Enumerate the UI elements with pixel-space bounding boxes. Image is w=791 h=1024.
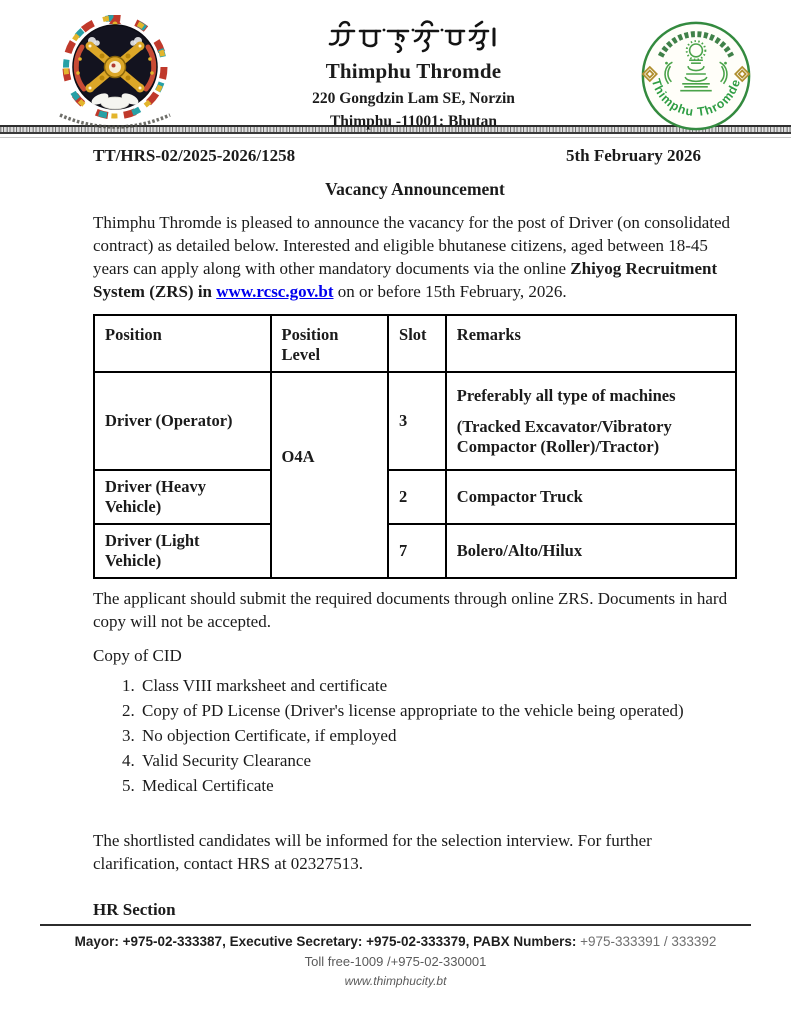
letter-date: 5th February 2026 [565, 146, 701, 165]
intro-text-2: on or before 15th February, 2026. [333, 282, 567, 301]
list-item: 5. Medical Certificate [139, 775, 737, 796]
letterhead-center [190, 15, 637, 131]
footer-divider [40, 924, 751, 926]
list-item: 3. No objection Certificate, if employed [139, 725, 737, 746]
vacancy-title: Vacancy Announcement [325, 179, 505, 199]
footer-tollfree: Toll free-1009 /+975-02-330001 [304, 954, 487, 969]
footer-contacts-light: +975-333391 / 333392 [576, 934, 717, 949]
dzongkha-title-text [326, 17, 501, 58]
col-header-slot: Slot [388, 315, 446, 372]
seal-curved-text: Thimphu Thromde [648, 76, 744, 120]
footer-contacts [0, 934, 791, 949]
remarks-line: Preferably all type of machines [456, 385, 676, 405]
requirements-list [93, 675, 737, 796]
letter-footer [0, 924, 791, 988]
cell-remarks [446, 372, 736, 470]
closing-paragraph: The shortlisted candidates will be informed for the selection interview. For further clarification, contact HRS at 02327513. [93, 831, 652, 873]
cell-position: Driver (Light Vehicle) [94, 524, 271, 578]
list-item: 1. Class VIII marksheet and certificate [139, 675, 737, 696]
intro-text-1: Thimphu Thromde is pleased to announce the vacancy for the post of Driver (on consolidated contract) as detailed below. Interested and eligible bhutanese citizens, aged between 18-45 years can apply along with other mandatory documents via the online [93, 213, 731, 278]
cell-remarks [446, 524, 736, 578]
reference-row [93, 146, 737, 166]
cid-heading: Copy of CID [93, 646, 182, 665]
footer-contacts-bold: Mayor: +975-02-333387, Executive Secretary: +975-02-333379, PABX Numbers: [74, 934, 577, 949]
cell-slot: 2 [388, 470, 446, 524]
footer-website: www.thimphucity.bt [344, 974, 447, 988]
cell-position: Driver (Heavy Vehicle) [94, 470, 271, 524]
bhutan-national-emblem [40, 15, 190, 133]
org-name: Thimphu Thromde [325, 59, 502, 83]
intro-bold-text: Zhiyog Recruitment System (ZRS) in [93, 259, 718, 301]
thromde-seal [637, 15, 755, 133]
col-header-position-level: Position Level [271, 315, 388, 372]
intro-paragraph [93, 211, 737, 303]
cell-remarks [446, 470, 736, 524]
cell-position-level: O4A [271, 372, 388, 578]
submission-note: The applicant should submit the required documents through online ZRS. Documents in hard copy will not be accepted. [93, 589, 728, 631]
remarks-line: Compactor Truck [456, 487, 583, 506]
letter-body [0, 138, 791, 920]
cell-position: Driver (Operator) [94, 372, 271, 470]
remarks-line: (Tracked Excavator/Vibratory Compactor (Roller)/Tractor) [456, 416, 672, 456]
cell-slot: 7 [388, 524, 446, 578]
org-address-line1: 220 Gongdzin Lam SE, Norzin [312, 90, 515, 107]
list-item: 2. Copy of PD License (Driver's license appropriate to the vehicle being operated) [139, 700, 737, 721]
rcsc-link[interactable]: www.rcsc.gov.bt [216, 282, 334, 301]
letterhead [0, 0, 791, 130]
cell-slot: 3 [388, 372, 446, 470]
col-header-position: Position [94, 315, 271, 372]
remarks-line: Bolero/Alto/Hilux [456, 541, 583, 560]
org-address-line2: Thimphu -11001: Bhutan [329, 113, 498, 130]
vacancy-table [93, 314, 737, 579]
table-row [94, 470, 736, 524]
table-row [94, 372, 736, 470]
reference-number: TT/HRS-02/2025-2026/1258 [93, 146, 296, 165]
col-header-remarks: Remarks [446, 315, 736, 372]
table-header-row [94, 315, 736, 372]
table-row [94, 524, 736, 578]
signature-hr-section: HR Section [93, 900, 176, 919]
list-item: 4. Valid Security Clearance [139, 750, 737, 771]
